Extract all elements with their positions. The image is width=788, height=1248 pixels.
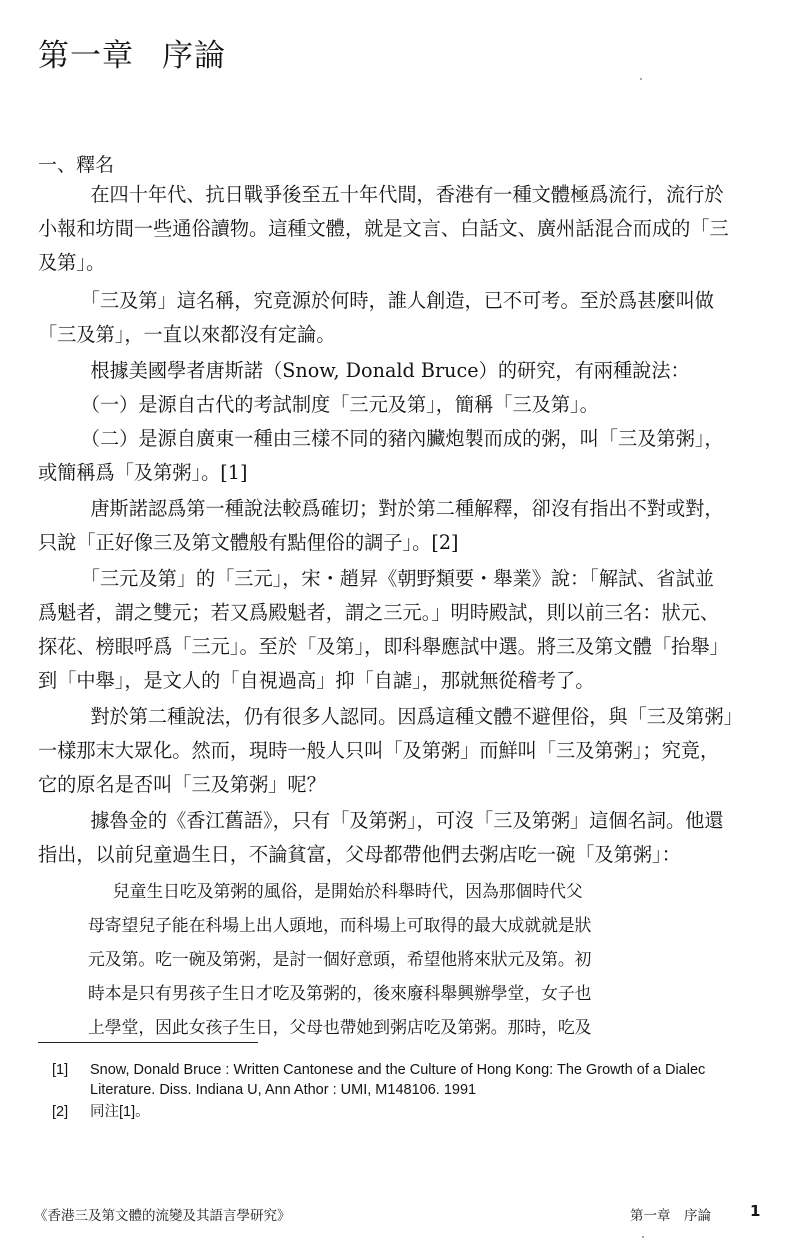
body-line: 及第」。 [38,251,106,274]
body-line: 在四十年代、抗日戰爭後至五十年代間，香港有一種文體極爲流行，流行於 [52,183,724,206]
body-line: 一樣那末大眾化。然而，現時一般人只叫「及第粥」而鮮叫「三及第粥」；究竟， [38,739,720,762]
section-heading: 一、釋名 [38,154,115,176]
body-line: 它的原名是否叫「三及第粥」呢？ [38,773,326,796]
footnote-1 [52,1060,705,1080]
footnote-divider [38,1042,258,1043]
footnote-number: [2] [52,1104,69,1120]
body-line: 小報和坊間一些通俗讀物。這種文體，就是文言、白話文、廣州話混合而成的「三 [38,217,729,240]
body-line: 「三元及第」的「三元」，宋・趙昇《朝野類要・舉業》說：「解試、省試並 [52,567,714,590]
body-line: 指出，以前兒童過生日，不論貧富，父母都帶他們去粥店吃一碗「及第粥」： [38,843,681,866]
body-line: 根據美國學者唐斯諾（Snow, Donald Bruce）的研究，有兩種說法： [52,359,690,382]
body-line: 對於第二種說法，仍有很多人認同。因爲這種文體不避俚俗，與「三及第粥」 [52,705,743,728]
chapter-title [38,30,226,75]
chapter-label: 第一章 [38,38,134,74]
body-line: 到「中舉」，是文人的「自視過高」抑「自謔」，那就無從稽考了。 [38,669,595,692]
body-line: 探花、榜眼呼爲「三元」。至於「及第」，即科舉應試中選。將三及第文體「抬舉」 [38,635,729,658]
body-line: 「三及第」這名稱，究竟源於何時，誰人創造，已不可考。至於爲甚麼叫做 [52,289,714,312]
footnote-2 [52,1102,150,1122]
scan-speck [642,1236,644,1238]
quote-line: 時本是只有男孩子生日才吃及第粥的，後來廢科舉興辦學堂，女子也 [88,983,592,1003]
footnote-1-continuation: Literature. Diss. Indiana U, Ann Athor : UMI, M148106. 1991 [90,1082,477,1098]
footnote-text: 同注[1]。 [90,1104,150,1120]
footnote-text: Snow, Donald Bruce : Written Cantonese and the Culture of Hong Kong: The Growth of a Dialec [90,1062,706,1078]
body-line: 「三及第」，一直以來都沒有定論。 [38,323,336,346]
body-line: 據魯金的《香江舊語》，只有「及第粥」，可沒「三及第粥」這個名詞。他還 [52,809,724,832]
footer-book-title: 《香港三及第文體的流變及其語言學研究》 [34,1208,291,1224]
page-number: 1 [750,1202,761,1220]
quote-line: 上學堂，因此女孩子生日，父母也帶她到粥店吃及第粥。那時，吃及 [88,1017,592,1037]
footnote-number: [1] [52,1062,69,1078]
body-line: 只說「正好像三及第文體般有點俚俗的調子」。[2] [38,531,459,554]
footer-running-head: 第一章 序論 [630,1208,711,1224]
quote-line: 元及第。吃一碗及第粥，是討一個好意頭，希望他將來狀元及第。初 [88,949,592,969]
body-line: 爲魁者，謂之雙元；若又爲殿魁者，謂之三元。」明時殿試，則以前三名：狀元、 [38,601,720,624]
body-line: （二）是源自廣東一種由三樣不同的豬內臟炮製而成的粥，叫「三及第粥」， [52,427,724,450]
body-line: 唐斯諾認爲第一種說法較爲確切；對於第二種解釋，卻沒有指出不對或對， [52,497,724,520]
body-line: （一）是源自古代的考試制度「三元及第」，簡稱「三及第」。 [52,393,599,416]
scan-speck [640,78,642,80]
chapter-name: 序論 [162,38,226,74]
quote-line: 兒童生日吃及第粥的風俗，是開始於科舉時代，因為那個時代父 [96,881,583,901]
quote-line: 母寄望兒子能在科場上出人頭地，而科場上可取得的最大成就就是狀 [88,915,592,935]
body-line: 或簡稱爲「及第粥」。[1] [38,461,248,484]
